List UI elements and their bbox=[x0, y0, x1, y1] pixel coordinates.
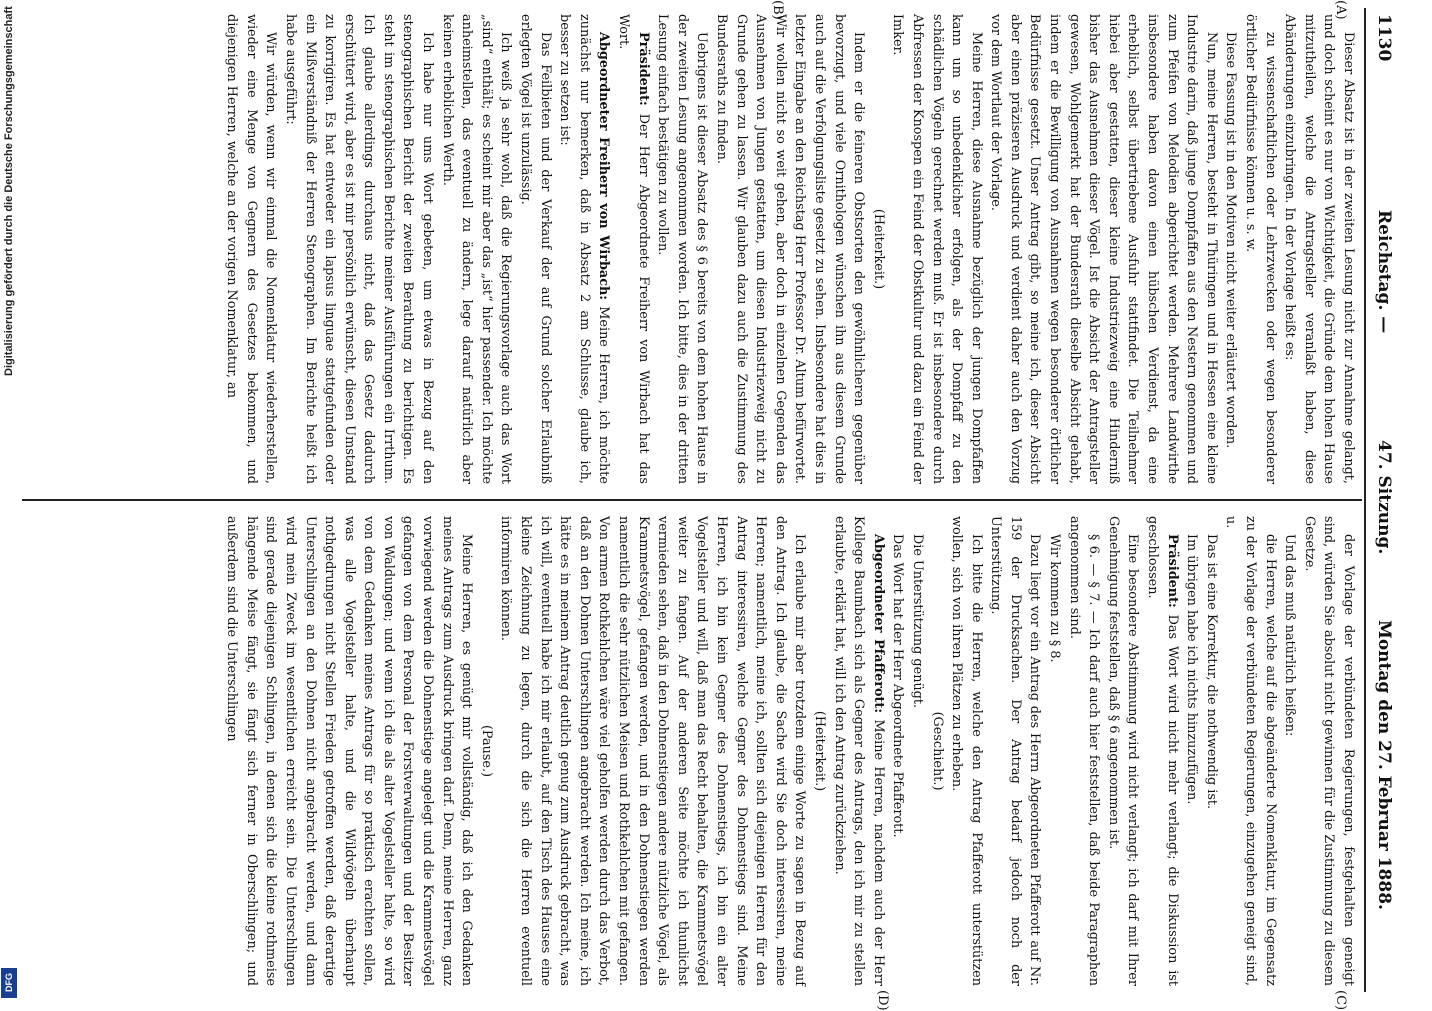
dfg-logo: DFG bbox=[1, 968, 17, 998]
quote: Wir würden, wenn wir einmal die Nomenklatur wiederherstellen, wieder eine Menge von Gegnern des Gesetzes bekommen, und diejenigen Herren, welche an der vorigen Nomenklatur, an bbox=[224, 14, 279, 484]
paragraph: Ich habe nur ums Wort gebeten, um etwas in Bezug auf den stenographischen Bericht der zweiten Berathung zu berichtigen. Es steht im stenographischen Berichte meiner Ausführungen ein Irrthum. Ich glaube allerdings durchaus nicht, daß das Gesetz dadurch erschüttert wird, aber es ist mir persönlich erwünscht, diesen Umstand zu korrigiren. Es hat entweder ein lapsus linguae stattgefunden oder ein Mißverständniß der Herren Stenographen. Im Berichte heißt ich habe ausgeführt: bbox=[282, 14, 436, 484]
page-number: 1130 bbox=[1374, 14, 1394, 62]
paragraph: Und das muß natürlich heißen: bbox=[1282, 534, 1298, 737]
interjection: (Heiterkeit.) bbox=[870, 208, 886, 290]
margin-mark-a: (A) bbox=[1333, 0, 1348, 20]
speech-text: Meine Herren, ich möchte zunächst nur bemerken, daß in Absatz 2 am Schlusse, glaube ich, besser zu setzen ist: bbox=[557, 14, 612, 484]
funding-notice: Digitalisierung gefördert durch die Deutsche Forschungsgemeinschaft bbox=[3, 6, 15, 376]
quote: die Herren, welche auf die abgeänderte Nomenklatur, im Gegensatz zu der Vorlage der verbündeten Regierungen, einzugehen geneigt sind, u. bbox=[1223, 516, 1278, 986]
quote: der Vorlage der verbündeten Regierungen, festgehalten geneigt sind, würden Sie absolut nicht gewinnen für die Zustimmung zu diesem Gesetze. bbox=[1301, 516, 1356, 986]
paragraph: § 6. — § 7. — Ich darf auch hier feststellen, daß beide Paragraphen angenommen sind. bbox=[1066, 516, 1102, 986]
paragraph: Diese Fassung ist in den Motiven nicht weiter erläutert worden. bbox=[1223, 32, 1239, 449]
speech bbox=[1142, 516, 1181, 986]
margin-mark-b: (B) bbox=[770, 0, 785, 20]
paragraph: Das Wort hat der Herr Abgeordnete Pfafferott. bbox=[890, 534, 906, 838]
paragraph: Eine besondere Abstimmung wird nicht verlangt; ich darf mit Ihrer Genehmigung feststellen, daß § 6 angenommen ist. bbox=[1105, 516, 1141, 986]
speaker-name: Präsident: bbox=[635, 32, 651, 106]
digitization-footer bbox=[0, 0, 18, 1000]
paragraph: Ich erlaube mir aber trotzdem einige Worte zu sagen in Bezug auf den Antrag. Ich glaube, die Sache wird Sie doch interessiren, meine Herren; namentlich, meine ich, sollten sich diejenigen Herren für den Antrag interessiren, welche Gegner des Dohnenstiegs sind. Meine Herren, ich bin kein Gegner des Dohnenstiegs, ich bin ein alter Vogelsteller und will, daß man das Recht behalten, die Krammetsvögel weiter zu fangen. Auf der anderen Seite möchte ich thunlichst vermieden sehen, daß in den Dohnenstiegen andere nützliche Vögel, als Krammetsvögel, gefangen werden, und in den Dohnenstiegen werden namentlich die sehr nützlichen Meisen und Rothkehlchen mit gefangen. Von armen Rothkehlchen wäre viel geholfen werden durch das Verbot, daß an den Dohnen Unterschlingen angebracht werden. Ich meine, ich hätte es in meinem Antrag deutlich genug zum Ausdruck gebracht, was ich will, eventuell habe ich mir erlaubt, auf den Tisch des Hauses eine kleine Zeichnung zu legen, durch die sich die Herren eventuell informiren können. bbox=[498, 516, 808, 986]
header-rule bbox=[1364, 8, 1366, 992]
speech-text: Das Wort wird nicht mehr verlangt; die Diskussion ist geschlossen. bbox=[1145, 516, 1180, 986]
paragraph: Die Unterstützung genügt. bbox=[909, 534, 925, 709]
quote: Das Feilbieten und der Verkauf der auf Grund solcher Erlaubniß erlegten Vögel ist unzulässig. bbox=[518, 14, 553, 484]
speaker-name: Abgeordneter Freiherr von Wirbach: bbox=[596, 32, 612, 301]
speech bbox=[555, 14, 614, 484]
paragraph: Dieser Absatz ist in der zweiten Lesung nicht zur Annahme gelangt, und doch scheint es nur von Wichtigkeit, die Gründe dem hohen Hause mitzutheilen, welche die Antragsteller veranlaßt haben, diese Abänderungen einzubringen. In der Vorlage heißt es: bbox=[1282, 14, 1356, 484]
paragraph: Dazu liegt vor ein Antrag des Herrn Abgeordneten Pfafferott auf Nr. 159 der Drucksachen. Der Antrag bedarf jedoch noch der Unterstützung. bbox=[988, 516, 1043, 986]
interjection: (Heiterkeit.) bbox=[811, 710, 827, 792]
left-column bbox=[222, 14, 1358, 484]
speech bbox=[613, 14, 652, 484]
margin-mark-d: (D) bbox=[875, 990, 890, 1011]
speech-text: Meine Herren, nachdem auch der Herr Kollege Baumbach sich als Gegner des Antrags, den ich mir zu stellen erlaubte, erklärt hat, will ich den Antrag zurückziehen. bbox=[831, 516, 886, 986]
paragraph: Nun, meine Herren, besteht in Thüringen und in Hessen eine kleine Industrie darin, daß junge Dompfaffen aus den Nestern genommen und zum Pfeifen von Melodien abgerichtet werden. Mehrere Landwirthe insbesondere haben davon einen hübschen Verdienst, da eine erheblich, selbst übertriebene Ausfuhr stattfindet. Die Teilnehmer hiebei aber gestatten, dieser kleine Industriezweig eine Hinderniß bisher das Ausnehmen dieser Vögel. Ist die Absicht der Antragsteller gewesen, Wohlgemerkt hat der Bundesrath dieselbe Absicht gehabt, indem er die Bewilligung von Ausnahmen wegen besonderer örtlicher Bedürfnisse gesetzt. Unser Antrag gibt, so meine ich, dieser Absicht aber einen präziseren Ausdruck und verdient daher auch den Vorzug vor dem Wortlaut der Vorlage. bbox=[988, 14, 1219, 484]
paragraph: Meine Herren, es genügt mir vollständig, daß ich den Gedanken meines Antrags zum Ausdruck bringen darf. Denn, meine Herren, ganz vorwiegend werden die Dohnenstiege angelegt und die Krammetsvögel gefangen von dem Personal der Forstverwaltungen und der Besitzer von Waldungen; und wenn ich die als alter Vogelsteller halte, so wird von dem Gedanken meines Antrags für so praktisch erachten sollen, was alle Vogelsteller halte, und die Wildvögeln überhaupt nothgedrungen nicht Stellen Frieden getroffen werden, daß derartige Unterschlingen an den Dohnen nicht angebracht werden, und dann wird mein Zweck im wesentlichen erreicht sein. Die Unterschlingen sind gerade diejenigen Schlingen, in denen sich die kleine rothmeise hängende Meise fängt, sie fängt sich ferner in Oberschlingen; und außerdem sind die Unterschlingen bbox=[224, 516, 475, 986]
paragraph: Im übrigen habe ich nichts hinzuzufügen. bbox=[1184, 534, 1200, 805]
paragraph: Meine Herren, diese Ausnahme bezüglich der jungen Dompfaffen kann um so unbedenklicher erfolgen, als der Dompfaff zu den schädlichen Vögeln gerechnet werden muß. Er ist insbesondere durch Abfressen der Knospen ein Feind der Obstkultur und dazu ein Feind der Imker. bbox=[890, 14, 984, 484]
interjection: (Pause.) bbox=[478, 724, 494, 778]
column-divider bbox=[22, 499, 1362, 501]
session-label: 47. Sitzung. bbox=[1374, 440, 1394, 555]
paragraph: Ich bitte die Herren, welche den Antrag Pfafferott unterstützen wollen, sich von ihren Plätzen zu erheben. bbox=[949, 516, 984, 986]
session-date: Montag den 27. Februar 1888. bbox=[1374, 620, 1394, 910]
paragraph: Ich weiß ja sehr wohl, daß die Regierungsvorlage auch das Wort „sind“ enthält; es scheint mir aber das „ist“ hier passender. Ich möchte anheimstellen, das eventuell zu ändern, lege darauf natürlich aber keinen erheblichen Werth. bbox=[439, 14, 514, 484]
paragraph: Das ist eine Korrektur, die nothwendig ist. bbox=[1203, 534, 1219, 810]
interjection: (Geschieht.) bbox=[929, 711, 945, 791]
paragraph: Indem er die feineren Obstsorten den gewöhnlicheren gegenüber bevorzugt, und viele Ornithologen wünschen ihn aus diesem Grunde auch auf die Verfolgungsliste gesetzt zu sehen. Insbesondere hat dies in letzter Eingabe an den Reichstag Herr Professor Dr. Altum befürwortet. Wir wollen nicht so weit gehen, aber doch in einzelnen Gegenden das Ausnehmen von Jungen gestatten, um diesen Industriezweig nicht zu Grunde gehen zu lassen. Wir glauben dazu auch die Zustimmung des Bundesraths zu finden. bbox=[714, 14, 867, 484]
speaker-name: Präsident: bbox=[1164, 534, 1180, 608]
quote: zu wissenschaftlichen oder Lehrzwecken oder wegen besonderer örtlicher Bedürfnisse können u. s. w. bbox=[1243, 14, 1278, 484]
speaker-name: Abgeordneter Pfafferott: bbox=[870, 534, 886, 714]
paragraph: Uebrigens ist dieser Absatz des § 6 bereits von dem hohen Hause in der zweiten Lesung angenommen worden. Ich bitte, dies in der dritten Lesung einfach bestätigen zu wollen. bbox=[655, 14, 710, 484]
right-column bbox=[222, 516, 1358, 986]
speech bbox=[829, 516, 888, 986]
margin-mark-c: (C) bbox=[1333, 990, 1348, 1011]
running-title: Reichstag. — bbox=[1374, 210, 1394, 334]
paragraph: Wir kommen zu § 8. bbox=[1047, 534, 1063, 663]
speech-text: Der Herr Abgeordnete Freiherr von Wirbach hat das Wort. bbox=[616, 14, 651, 484]
